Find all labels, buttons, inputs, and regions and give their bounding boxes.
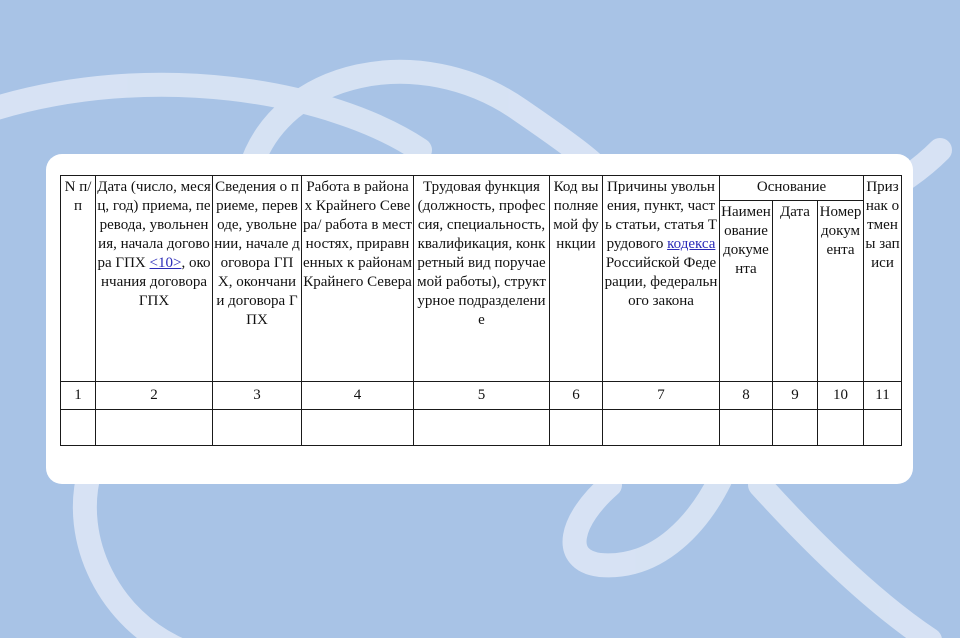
column-number-3: 3 xyxy=(213,382,302,410)
header-document-name: Наименование документа xyxy=(720,201,773,382)
header-document-date: Дата xyxy=(773,201,818,382)
column-number-11: 11 xyxy=(864,382,902,410)
column-number-8: 8 xyxy=(720,382,773,410)
empty-cell-8 xyxy=(720,410,773,446)
column-number-5: 5 xyxy=(414,382,550,410)
empty-cell-6 xyxy=(550,410,603,446)
header-date-text: Дата (число, месяц, год) приема, перевода, увольнения, начала договора ГПХ xyxy=(97,179,211,271)
empty-cell-2 xyxy=(96,410,213,446)
empty-cell-5 xyxy=(414,410,550,446)
footnote-10-link[interactable]: <10> xyxy=(149,255,182,271)
column-number-1: 1 xyxy=(61,382,96,410)
header-basis-group: Основание xyxy=(720,176,864,201)
empty-cell-3 xyxy=(213,410,302,446)
header-dismissal-text-end: Российской Федерации, федерального закона xyxy=(604,255,718,309)
header-far-north: Работа в районах Крайнего Севера/ работа в местностях, приравненных к районам Крайнего Севера xyxy=(302,176,414,382)
labor-code-link[interactable]: кодекса xyxy=(667,236,716,252)
document-card xyxy=(46,154,913,484)
header-row-number: N п/п xyxy=(61,176,96,382)
empty-cell-1 xyxy=(61,410,96,446)
header-date xyxy=(96,176,213,382)
empty-cell-9 xyxy=(773,410,818,446)
column-number-6: 6 xyxy=(550,382,603,410)
column-number-2: 2 xyxy=(96,382,213,410)
header-document-number: Номер документа xyxy=(818,201,864,382)
header-function-code: Код выполняемой функции xyxy=(550,176,603,382)
column-number-9: 9 xyxy=(773,382,818,410)
empty-cell-4 xyxy=(302,410,414,446)
empty-cell-11 xyxy=(864,410,902,446)
column-number-7: 7 xyxy=(603,382,720,410)
header-labor-function: Трудовая функция (должность, профессия, специальность, квалификация, конкретный вид поручаемой работы), структурное подразделение xyxy=(414,176,550,382)
header-date-text-end: , окончания договора ГПХ xyxy=(101,255,211,309)
header-hiring-info: Сведения о приеме, переводе, увольнении, начале договора ГПХ, окончании договора ГПХ xyxy=(213,176,302,382)
column-number-4: 4 xyxy=(302,382,414,410)
empty-cell-10 xyxy=(818,410,864,446)
header-dismissal-text: Причины увольнения, пункт, часть статьи, статья Трудового xyxy=(604,179,718,252)
header-cancellation-flag: Признак отмены записи xyxy=(864,176,902,382)
column-number-10: 10 xyxy=(818,382,864,410)
empty-cell-7 xyxy=(603,410,720,446)
header-dismissal-reasons xyxy=(603,176,720,382)
labor-record-table xyxy=(60,175,902,446)
